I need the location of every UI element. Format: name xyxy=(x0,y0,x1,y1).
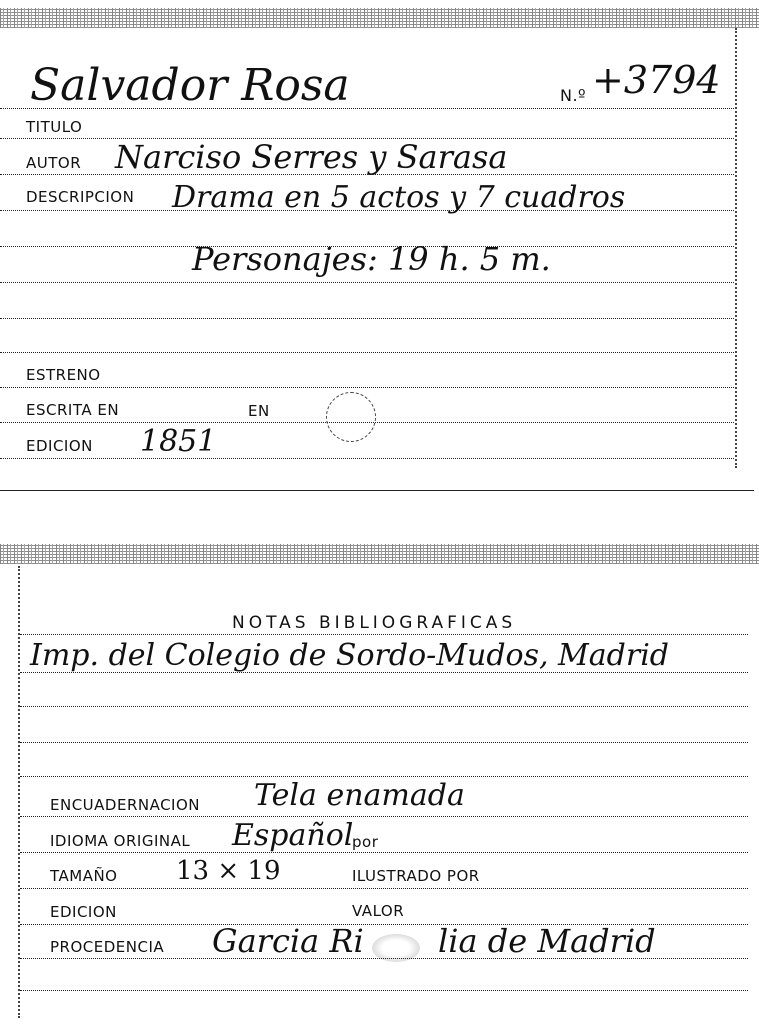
procedencia-value: Garcia Ri xyxy=(212,922,364,960)
card-top-edge xyxy=(0,8,759,28)
edicion-label: EDICION xyxy=(26,437,93,455)
line-b10 xyxy=(20,958,748,959)
card-bottom-edge xyxy=(0,490,754,491)
line-4 xyxy=(0,210,734,211)
number-value: +3794 xyxy=(592,58,721,102)
procedencia-value-end: lia de Madrid xyxy=(438,922,656,960)
por-label: por xyxy=(352,833,379,851)
autor-value: Narciso Serres y Sarasa xyxy=(115,138,508,176)
line-b1 xyxy=(20,634,748,635)
line-10 xyxy=(0,422,734,423)
line-11 xyxy=(0,458,734,459)
idioma-value: Español xyxy=(232,818,354,853)
line-8 xyxy=(0,352,734,353)
line-7 xyxy=(0,318,734,319)
catalog-card-top xyxy=(0,0,759,495)
line-b6 xyxy=(20,816,748,817)
edicion-value: 1851 xyxy=(140,424,217,459)
stamp-circle xyxy=(326,392,376,442)
idioma-label: IDIOMA ORIGINAL xyxy=(50,832,191,850)
autor-label: AUTOR xyxy=(26,154,82,172)
line-1 xyxy=(0,108,734,109)
notas-heading: NOTAS BIBLIOGRAFICAS xyxy=(232,613,517,633)
encuadernacion-label: ENCUADERNACION xyxy=(50,796,201,814)
number-label: N.º xyxy=(560,86,587,105)
descripcion-value: Drama en 5 actos y 7 cuadros xyxy=(172,180,626,215)
line-b8 xyxy=(20,888,748,889)
en-label: EN xyxy=(248,402,270,420)
titulo-label: TITULO xyxy=(26,118,83,136)
escrita-en-label: ESCRITA EN xyxy=(26,401,120,419)
line-6 xyxy=(0,282,734,283)
notas-value: Imp. del Colegio de Sordo-Mudos, Madrid xyxy=(30,638,669,673)
line-b7 xyxy=(20,852,748,853)
tamano-label: TAMAÑO xyxy=(50,867,118,885)
descripcion-label: DESCRIPCION xyxy=(26,188,135,206)
card-title-handwritten: Salvador Rosa xyxy=(30,60,350,111)
ilustrado-label: ILUSTRADO POR xyxy=(352,867,480,885)
card-right-border xyxy=(735,28,737,468)
procedencia-label: PROCEDENCIA xyxy=(50,938,165,956)
estreno-label: ESTRENO xyxy=(26,366,101,384)
line-b11 xyxy=(20,990,748,991)
line-b5 xyxy=(20,776,748,777)
line-b4 xyxy=(20,742,748,743)
line-9 xyxy=(0,387,734,388)
personajes-value: Personajes: 19 h. 5 m. xyxy=(192,240,551,278)
catalog-card-bottom xyxy=(0,538,759,1028)
line-b2 xyxy=(20,672,748,673)
encuadernacion-value: Tela enamada xyxy=(254,778,465,813)
edicion2-label: EDICION xyxy=(50,903,117,921)
line-b3 xyxy=(20,706,748,707)
valor-label: VALOR xyxy=(352,902,405,920)
card-top-edge xyxy=(0,544,759,564)
tamano-value: 13 × 19 xyxy=(176,856,281,886)
line-3 xyxy=(0,174,734,175)
